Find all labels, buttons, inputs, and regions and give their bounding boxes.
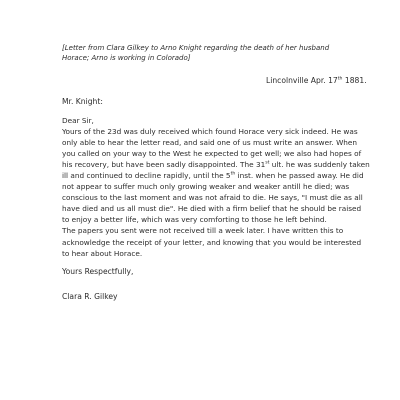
header-note-line: [Letter from Clara Gilkey to Arno Knight regarding the death of her husband	[62, 44, 330, 52]
body-line: only able to hear the letter read, and said one of us must write an answer. When	[62, 138, 358, 148]
body-line: to hear about Horace.	[62, 248, 143, 258]
body-line: to enjoy a better life, which was very comforting to those he left behind.	[62, 215, 327, 225]
year-text: 1881.	[344, 76, 367, 85]
ordinal-suffix: st	[265, 160, 270, 166]
salutation: Mr. Knight:	[62, 97, 103, 106]
header-note-line: Horace; Arno is working in Colorado]	[62, 54, 191, 62]
body-line: Dear Sir,	[62, 116, 94, 125]
body-line-end: inst. when he passed away. He did	[235, 171, 364, 181]
archival-header-note	[62, 43, 352, 63]
body-line: Yours of the 23d was duly received which found Horace very sick indeed. He was	[62, 127, 358, 137]
body-line: have died and us all must die". He died with a firm belief that he should be raised	[62, 204, 362, 214]
body-line	[62, 159, 370, 170]
body-line: you called on your way to the West he expected to get well; we also had hopes of	[62, 149, 362, 159]
signature: Clara R. Gilkey	[62, 292, 118, 301]
body-line: conscious to the last moment and was not afraid to die. He says, "I must die as all	[62, 193, 363, 203]
body-line: acknowledge the receipt of your letter, and knowing that you would be interested	[62, 237, 362, 247]
body-line-end: ult. he was suddenly taken	[269, 160, 370, 170]
body-line: not appear to suffer much only growing weaker and weaker antill he died; was	[62, 182, 350, 192]
place-date-text: Lincolnville Apr. 17	[266, 76, 338, 85]
letter-body	[62, 115, 370, 259]
closing: Yours Respectfully,	[62, 267, 134, 276]
place-date	[266, 76, 367, 86]
body-line-start: ill and continued to decline rapidly, until the 5	[62, 171, 231, 181]
body-line-start: his recovery, but have been sadly disappointed. The 31	[62, 160, 266, 170]
ordinal-suffix: th	[230, 171, 236, 177]
date-suffix: th	[337, 76, 343, 82]
body-line	[62, 170, 364, 181]
body-line: The papers you sent were not received till a week later. I have written this to	[62, 226, 344, 236]
